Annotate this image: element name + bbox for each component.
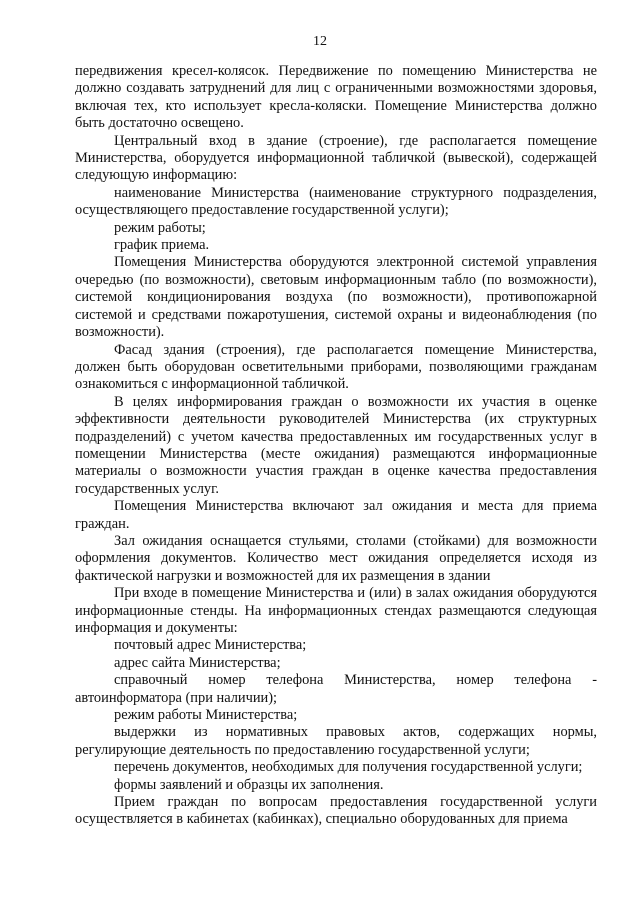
- paragraph: Зал ожидания оснащается стульями, столами (стойками) для возможности оформления документов. Количество мест ожидания определяется исходя из фактической нагрузки и возможностей для их размещения в здании: [75, 532, 597, 584]
- document-body: [75, 63, 597, 829]
- paragraph: Центральный вход в здание (строение), где располагается помещение Министерства, оборудуется информационной табличкой (вывеской), содержащей следующую информацию:: [75, 132, 597, 184]
- list-item: выдержки из нормативных правовых актов, содержащих нормы, регулирующие деятельность по предоставлению государственной услуги;: [75, 724, 597, 758]
- paragraph: Прием граждан по вопросам предоставления государственной услуги осуществляется в кабинетах (кабинках), специально оборудованных для приема: [75, 794, 597, 828]
- list-item: формы заявлений и образцы их заполнения.: [114, 776, 384, 793]
- list-item: режим работы Министерства;: [114, 707, 298, 724]
- list-item: справочный номер телефона Министерства, номер телефона - автоинформатора (при наличии);: [75, 672, 597, 706]
- list-item: адрес сайта Министерства;: [114, 654, 281, 671]
- list-item: наименование Министерства (наименование структурного подразделения, осуществляющего предоставление государственной услуги);: [75, 184, 597, 219]
- paragraph: Помещения Министерства включают зал ожидания и места для приема граждан.: [75, 498, 597, 532]
- paragraph: При входе в помещение Министерства и (или) в залах ожидания оборудуются информационные стенды. На информационных стендах размещаются следующая информация и документы:: [75, 585, 597, 636]
- list-item: перечень документов, необходимых для получения государственной услуги;: [114, 759, 583, 776]
- list-item: почтовый адрес Министерства;: [114, 637, 307, 654]
- page-number: 12: [313, 34, 327, 49]
- paragraph: Помещения Министерства оборудуются электронной системой управления очередью (по возможности), световым информационным табло (по возможности), системой кондиционирования воздуха (по возможности), противопожарной системой и средствами пожаротушения, системой охраны и видеонаблюдения (по возможности).: [75, 254, 597, 341]
- list-item: график приема.: [114, 237, 210, 254]
- paragraph: передвижения кресел-колясок. Передвижение по помещению Министерства не должно создавать затруднений для лиц с ограниченными возможностями здоровья, включая тех, кто использует кресла-коляски. Помещение Министерства должно быть достаточно освещено.: [75, 63, 597, 132]
- paragraph: Фасад здания (строения), где располагается помещение Министерства, должен быть оборудован осветительными приборами, позволяющими гражданам ознакомиться с информационной табличкой.: [75, 341, 597, 393]
- paragraph: В целях информирования граждан о возможности их участия в оценке эффективности деятельности руководителей Министерства (их структурных подразделений) с учетом качества предоставленных им государственных услуг в помещении Министерства (месте ожидания) размещаются информационные материалы о возможности участия граждан в оценке качества предоставления государственных услуг.: [75, 393, 597, 497]
- list-item: режим работы;: [114, 219, 206, 236]
